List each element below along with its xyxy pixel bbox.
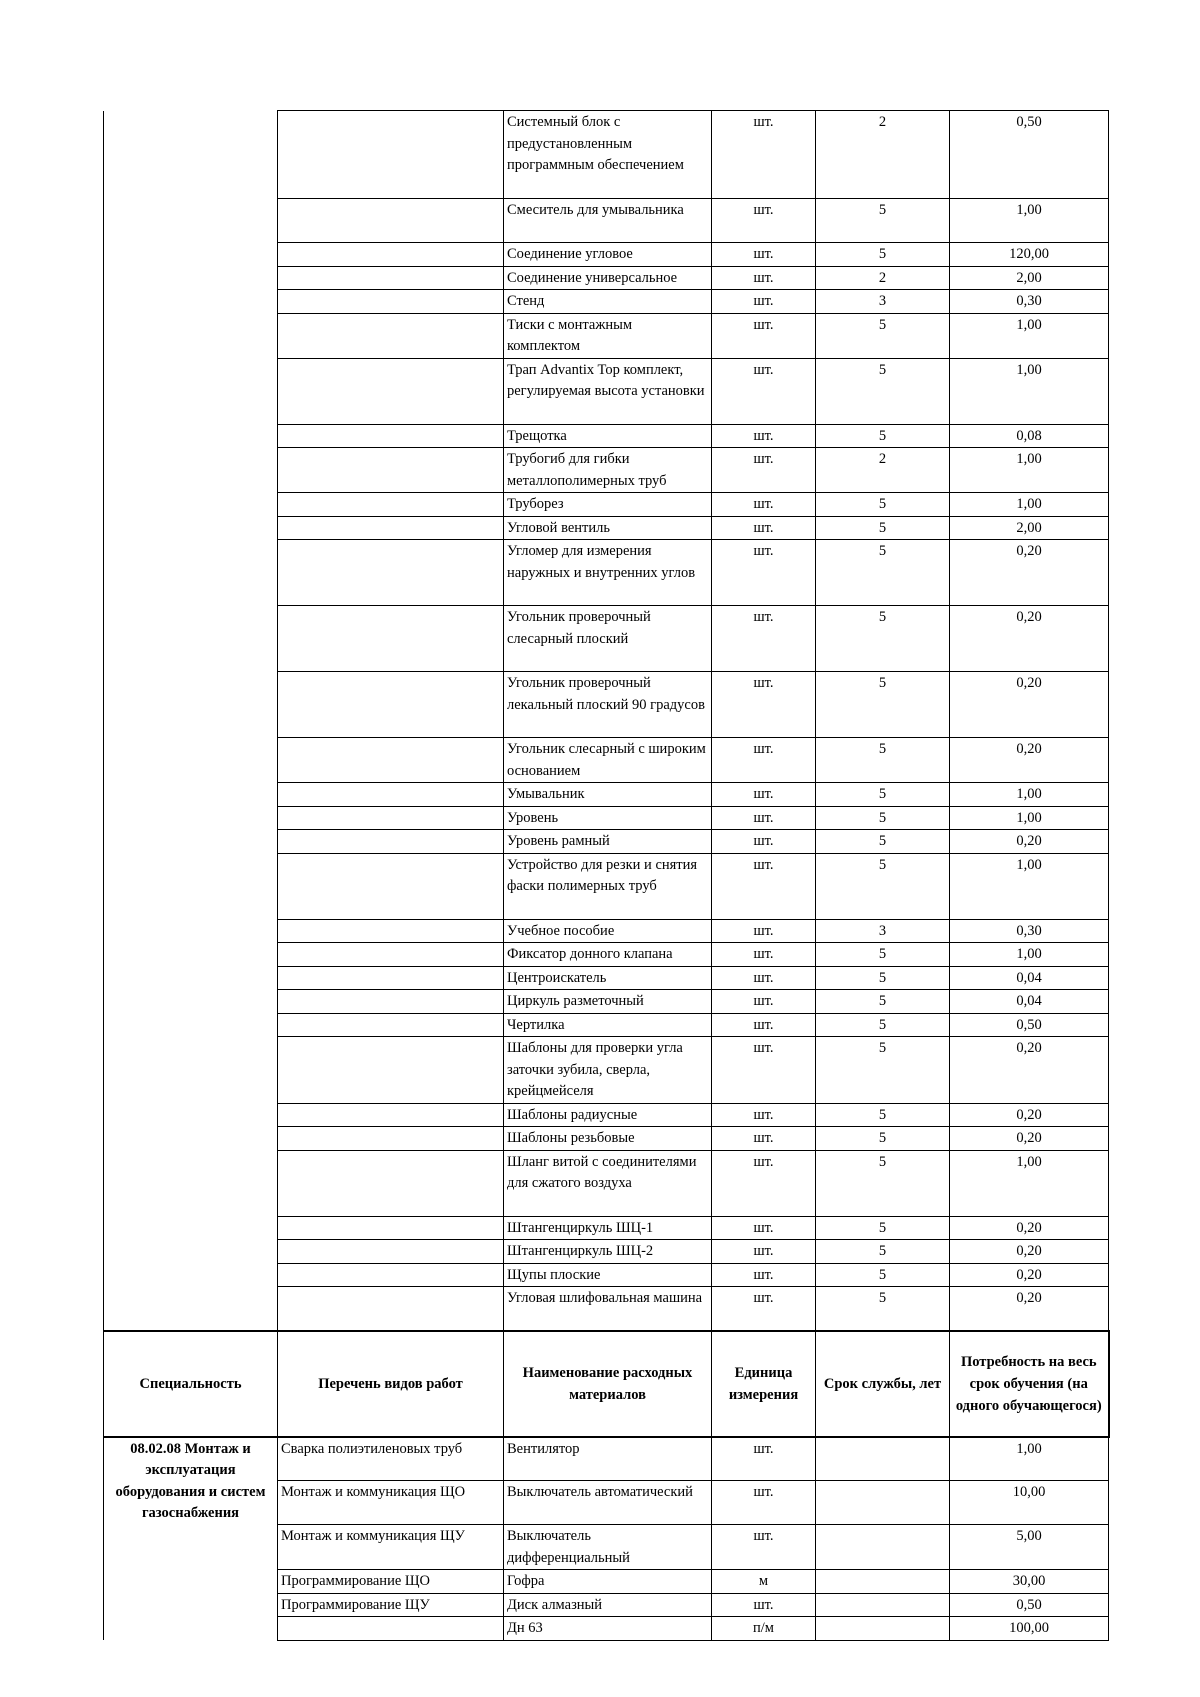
- works-cell: [278, 243, 504, 267]
- material-life: [816, 1525, 950, 1570]
- item-name: Шаблоны резьбовые: [504, 1127, 712, 1151]
- works-cell: [278, 1127, 504, 1151]
- item-name: Соединение универсальное: [504, 266, 712, 290]
- specialty-cell: [104, 830, 278, 854]
- item-need: 0,50: [950, 111, 1109, 199]
- works-cell: [278, 672, 504, 738]
- item-name: Трещотка: [504, 424, 712, 448]
- item-unit: шт.: [712, 919, 816, 943]
- specialty-cell: [104, 493, 278, 517]
- item-life: 5: [816, 738, 950, 783]
- item-name: Труборез: [504, 493, 712, 517]
- item-need: 0,20: [950, 738, 1109, 783]
- work-type: Монтаж и коммуникация ЩО: [278, 1481, 504, 1525]
- work-type: Монтаж и коммуникация ЩУ: [278, 1525, 504, 1570]
- item-life: 3: [816, 290, 950, 314]
- specialty-cell: [104, 1240, 278, 1264]
- item-name: Системный блок с предустановленным программным обеспечением: [504, 111, 712, 199]
- item-unit: шт.: [712, 943, 816, 967]
- table-row: [104, 783, 1109, 807]
- item-life: 5: [816, 606, 950, 672]
- works-cell: [278, 966, 504, 990]
- item-life: 5: [816, 672, 950, 738]
- item-need: 1,00: [950, 358, 1109, 424]
- item-need: 0,20: [950, 1216, 1109, 1240]
- item-life: 5: [816, 853, 950, 919]
- item-need: 0,08: [950, 424, 1109, 448]
- specialty-cell: [104, 199, 278, 243]
- material-life: [816, 1437, 950, 1481]
- table-row: [104, 540, 1109, 606]
- material-name: Гофра: [504, 1570, 712, 1594]
- specialty-cell: [104, 919, 278, 943]
- item-life: 5: [816, 313, 950, 358]
- item-life: 5: [816, 830, 950, 854]
- item-name: Угловая шлифовальная машина: [504, 1287, 712, 1331]
- specialty-cell: [104, 1127, 278, 1151]
- item-life: 2: [816, 111, 950, 199]
- works-cell: [278, 424, 504, 448]
- specialty-cell: [104, 738, 278, 783]
- item-need: 1,00: [950, 313, 1109, 358]
- material-life: [816, 1481, 950, 1525]
- table-row: [104, 806, 1109, 830]
- material-need: 1,00: [950, 1437, 1109, 1481]
- specialty-cell: [104, 943, 278, 967]
- item-life: 5: [816, 1287, 950, 1331]
- works-cell: [278, 493, 504, 517]
- works-cell: [278, 358, 504, 424]
- specialty-cell: [104, 806, 278, 830]
- table-row: [104, 1013, 1109, 1037]
- item-name: Угольник слесарный с широким основанием: [504, 738, 712, 783]
- equipment-rows: [104, 111, 1109, 1331]
- item-unit: шт.: [712, 990, 816, 1014]
- works-cell: [278, 290, 504, 314]
- material-unit: шт.: [712, 1437, 816, 1481]
- table-row: [104, 966, 1109, 990]
- specialty-cell: [104, 966, 278, 990]
- item-need: 2,00: [950, 266, 1109, 290]
- specialty-cell: [104, 853, 278, 919]
- material-need: 5,00: [950, 1525, 1109, 1570]
- header-works: Перечень видов работ: [278, 1331, 504, 1437]
- table-row: [104, 1037, 1109, 1104]
- table-row: [104, 853, 1109, 919]
- item-unit: шт.: [712, 806, 816, 830]
- table-row: [104, 358, 1109, 424]
- table-row: [104, 1216, 1109, 1240]
- specialty-cell: [104, 606, 278, 672]
- works-cell: [278, 111, 504, 199]
- item-unit: шт.: [712, 290, 816, 314]
- header-materials: Наименование расходных материалов: [504, 1331, 712, 1437]
- item-unit: шт.: [712, 424, 816, 448]
- table-header-row: [104, 1331, 1109, 1437]
- works-cell: [278, 606, 504, 672]
- item-unit: шт.: [712, 493, 816, 517]
- item-unit: шт.: [712, 1287, 816, 1331]
- item-need: 1,00: [950, 448, 1109, 493]
- item-name: Чертилка: [504, 1013, 712, 1037]
- item-need: 0,20: [950, 1240, 1109, 1264]
- table-row: [104, 243, 1109, 267]
- table-row: [104, 606, 1109, 672]
- item-need: 1,00: [950, 943, 1109, 967]
- item-life: 3: [816, 919, 950, 943]
- item-life: 5: [816, 1037, 950, 1104]
- specialty-cell: [104, 313, 278, 358]
- table-row: [104, 290, 1109, 314]
- header-specialty: Специальность: [104, 1331, 278, 1437]
- material-name: Выключатель дифференциальный: [504, 1525, 712, 1570]
- works-cell: [278, 448, 504, 493]
- item-need: 1,00: [950, 1150, 1109, 1216]
- works-cell: [278, 1103, 504, 1127]
- material-name: Вентилятор: [504, 1437, 712, 1481]
- table-row: [104, 943, 1109, 967]
- item-life: 5: [816, 783, 950, 807]
- item-unit: шт.: [712, 1013, 816, 1037]
- item-unit: шт.: [712, 966, 816, 990]
- item-name: Трап Advantix Top комплект, регулируемая высота установки: [504, 358, 712, 424]
- works-cell: [278, 738, 504, 783]
- item-unit: шт.: [712, 199, 816, 243]
- item-unit: шт.: [712, 448, 816, 493]
- header-life: Срок службы, лет: [816, 1331, 950, 1437]
- item-need: 0,20: [950, 1287, 1109, 1331]
- table-row: [104, 199, 1109, 243]
- item-life: 5: [816, 943, 950, 967]
- item-need: 1,00: [950, 853, 1109, 919]
- specialty-cell: [104, 358, 278, 424]
- item-name: Стенд: [504, 290, 712, 314]
- item-name: Тиски с монтажным комплектом: [504, 313, 712, 358]
- table-row: [104, 493, 1109, 517]
- item-need: 0,20: [950, 672, 1109, 738]
- table-row: [104, 448, 1109, 493]
- specialty-cell: [104, 1013, 278, 1037]
- material-unit: шт.: [712, 1593, 816, 1617]
- item-name: Шаблоны для проверки угла заточки зубила, сверла, крейцмейселя: [504, 1037, 712, 1104]
- works-cell: [278, 783, 504, 807]
- material-unit: п/м: [712, 1617, 816, 1641]
- item-unit: шт.: [712, 853, 816, 919]
- item-unit: шт.: [712, 738, 816, 783]
- works-cell: [278, 806, 504, 830]
- specialty-cell: [104, 111, 278, 199]
- item-life: 5: [816, 493, 950, 517]
- table-row: [104, 1437, 1109, 1481]
- specialty-cell: [104, 783, 278, 807]
- item-need: 0,30: [950, 919, 1109, 943]
- works-cell: [278, 919, 504, 943]
- item-name: Угольник проверочный слесарный плоский: [504, 606, 712, 672]
- item-need: 0,20: [950, 1263, 1109, 1287]
- item-unit: шт.: [712, 1263, 816, 1287]
- item-life: 5: [816, 1150, 950, 1216]
- works-cell: [278, 1150, 504, 1216]
- table-row: [104, 1287, 1109, 1331]
- item-name: Угольник проверочный лекальный плоский 90 градусов: [504, 672, 712, 738]
- item-life: 5: [816, 540, 950, 606]
- table-row: [104, 313, 1109, 358]
- material-life: [816, 1593, 950, 1617]
- item-unit: шт.: [712, 1150, 816, 1216]
- work-type: Программирование ЩУ: [278, 1593, 504, 1617]
- item-unit: шт.: [712, 1103, 816, 1127]
- works-cell: [278, 1216, 504, 1240]
- material-unit: шт.: [712, 1525, 816, 1570]
- item-life: 5: [816, 806, 950, 830]
- item-need: 1,00: [950, 783, 1109, 807]
- table-row: [104, 672, 1109, 738]
- item-life: 5: [816, 424, 950, 448]
- material-need: 10,00: [950, 1481, 1109, 1525]
- item-name: Центроискатель: [504, 966, 712, 990]
- item-need: 0,04: [950, 990, 1109, 1014]
- item-name: Шланг витой с соединителями для сжатого воздуха: [504, 1150, 712, 1216]
- item-name: Трубогиб для гибки металлополимерных труб: [504, 448, 712, 493]
- document-page: [103, 110, 1110, 1641]
- works-cell: [278, 1037, 504, 1104]
- works-cell: [278, 1013, 504, 1037]
- works-cell: [278, 313, 504, 358]
- item-name: Угломер для измерения наружных и внутренних углов: [504, 540, 712, 606]
- item-unit: шт.: [712, 516, 816, 540]
- item-unit: шт.: [712, 313, 816, 358]
- table-row: [104, 919, 1109, 943]
- item-name: Смеситель для умывальника: [504, 199, 712, 243]
- item-life: 5: [816, 966, 950, 990]
- works-cell: [278, 516, 504, 540]
- work-type: [278, 1617, 504, 1641]
- item-name: Учебное пособие: [504, 919, 712, 943]
- work-type: Сварка полиэтиленовых труб: [278, 1437, 504, 1481]
- item-unit: шт.: [712, 1240, 816, 1264]
- table-row: [104, 1103, 1109, 1127]
- table-row: [104, 1150, 1109, 1216]
- table-row: [104, 516, 1109, 540]
- item-name: Соединение угловое: [504, 243, 712, 267]
- item-unit: шт.: [712, 111, 816, 199]
- item-life: 5: [816, 1013, 950, 1037]
- item-need: 0,20: [950, 1037, 1109, 1104]
- item-life: 5: [816, 1263, 950, 1287]
- item-unit: шт.: [712, 783, 816, 807]
- item-life: 5: [816, 1103, 950, 1127]
- works-cell: [278, 266, 504, 290]
- item-need: 2,00: [950, 516, 1109, 540]
- item-unit: шт.: [712, 606, 816, 672]
- works-cell: [278, 943, 504, 967]
- material-need: 100,00: [950, 1617, 1109, 1641]
- item-need: 120,00: [950, 243, 1109, 267]
- item-need: 0,20: [950, 830, 1109, 854]
- item-name: Фиксатор донного клапана: [504, 943, 712, 967]
- item-name: Устройство для резки и снятия фаски полимерных труб: [504, 853, 712, 919]
- works-cell: [278, 1263, 504, 1287]
- works-cell: [278, 990, 504, 1014]
- material-need: 30,00: [950, 1570, 1109, 1594]
- table-row: [104, 990, 1109, 1014]
- table-row: [104, 738, 1109, 783]
- item-unit: шт.: [712, 1037, 816, 1104]
- item-need: 1,00: [950, 806, 1109, 830]
- specialty-name: 08.02.08 Монтаж и эксплуатация оборудования и систем газоснабжения: [104, 1437, 278, 1641]
- item-life: 5: [816, 516, 950, 540]
- works-cell: [278, 199, 504, 243]
- header-block: [104, 1331, 1109, 1437]
- material-need: 0,50: [950, 1593, 1109, 1617]
- works-cell: [278, 540, 504, 606]
- table-row: [104, 424, 1109, 448]
- table-row: [104, 1240, 1109, 1264]
- item-life: 5: [816, 1127, 950, 1151]
- item-life: 5: [816, 243, 950, 267]
- item-need: 0,30: [950, 290, 1109, 314]
- works-cell: [278, 1287, 504, 1331]
- header-unit: Единица измерения: [712, 1331, 816, 1437]
- item-need: 1,00: [950, 493, 1109, 517]
- item-need: 0,20: [950, 540, 1109, 606]
- specialty-cell: [104, 516, 278, 540]
- item-need: 1,00: [950, 199, 1109, 243]
- specialty-cell: [104, 990, 278, 1014]
- table-row: [104, 111, 1109, 199]
- work-type: Программирование ЩО: [278, 1570, 504, 1594]
- item-name: Уровень рамный: [504, 830, 712, 854]
- specialty-cell: [104, 672, 278, 738]
- item-name: Штангенциркуль ШЦ-2: [504, 1240, 712, 1264]
- item-need: 0,50: [950, 1013, 1109, 1037]
- specialty-cell: [104, 1263, 278, 1287]
- item-name: Угловой вентиль: [504, 516, 712, 540]
- item-name: Циркуль разметочный: [504, 990, 712, 1014]
- specialty-cell: [104, 243, 278, 267]
- material-unit: м: [712, 1570, 816, 1594]
- works-cell: [278, 853, 504, 919]
- item-life: 5: [816, 358, 950, 424]
- item-life: 5: [816, 1240, 950, 1264]
- specialty-cell: [104, 540, 278, 606]
- item-life: 2: [816, 266, 950, 290]
- specialty-cell: [104, 1287, 278, 1331]
- item-unit: шт.: [712, 243, 816, 267]
- item-name: Щупы плоские: [504, 1263, 712, 1287]
- specialty-cell: [104, 290, 278, 314]
- item-name: Шаблоны радиусные: [504, 1103, 712, 1127]
- table-row: [104, 266, 1109, 290]
- item-unit: шт.: [712, 266, 816, 290]
- table-row: [104, 1127, 1109, 1151]
- item-need: 0,04: [950, 966, 1109, 990]
- item-life: 5: [816, 1216, 950, 1240]
- works-cell: [278, 830, 504, 854]
- item-need: 0,20: [950, 1103, 1109, 1127]
- item-name: Уровень: [504, 806, 712, 830]
- materials-table: [103, 110, 1110, 1641]
- item-unit: шт.: [712, 830, 816, 854]
- specialty-cell: [104, 1216, 278, 1240]
- item-need: 0,20: [950, 1127, 1109, 1151]
- item-unit: шт.: [712, 1216, 816, 1240]
- specialty-cell: [104, 424, 278, 448]
- item-unit: шт.: [712, 672, 816, 738]
- specialty-cell: [104, 266, 278, 290]
- table-row: [104, 1263, 1109, 1287]
- item-life: 5: [816, 199, 950, 243]
- item-unit: шт.: [712, 1127, 816, 1151]
- material-unit: шт.: [712, 1481, 816, 1525]
- material-name: Дн 63: [504, 1617, 712, 1641]
- specialty-cell: [104, 1150, 278, 1216]
- consumables-rows: [104, 1437, 1109, 1641]
- item-life: 2: [816, 448, 950, 493]
- item-name: Умывальник: [504, 783, 712, 807]
- item-unit: шт.: [712, 540, 816, 606]
- material-name: Диск алмазный: [504, 1593, 712, 1617]
- material-life: [816, 1570, 950, 1594]
- item-life: 5: [816, 990, 950, 1014]
- works-cell: [278, 1240, 504, 1264]
- specialty-cell: [104, 1103, 278, 1127]
- item-need: 0,20: [950, 606, 1109, 672]
- table-row: [104, 830, 1109, 854]
- material-name: Выключатель автоматический: [504, 1481, 712, 1525]
- item-unit: шт.: [712, 358, 816, 424]
- item-name: Штангенциркуль ШЦ-1: [504, 1216, 712, 1240]
- specialty-cell: [104, 1037, 278, 1104]
- material-life: [816, 1617, 950, 1641]
- specialty-cell: [104, 448, 278, 493]
- header-need: Потребность на весь срок обучения (на одного обучающегося): [950, 1331, 1109, 1437]
